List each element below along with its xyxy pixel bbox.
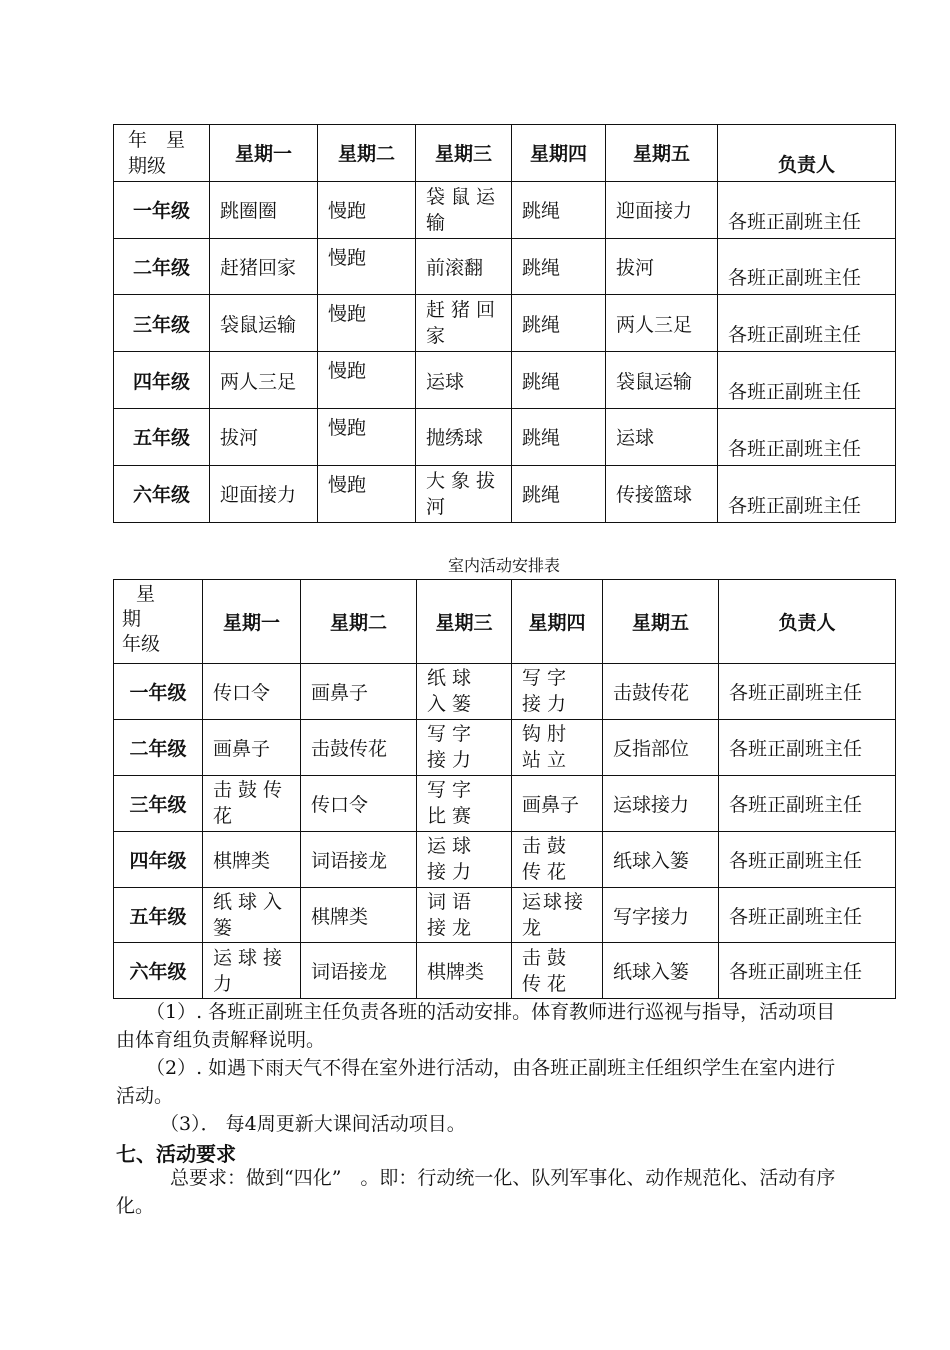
table-header-row — [114, 580, 896, 664]
cell-tue: 慢跑 — [318, 238, 416, 295]
note-1: （1）. 各班正副班主任负责各班的活动安排。体育教师进行巡视与指导，活动项目由体育组负责解释说明。 — [116, 1001, 836, 1051]
table-row — [114, 181, 896, 238]
corner-label-line1: 年 星 — [128, 128, 186, 151]
indoor-table-caption: 室内活动安排表 — [447, 556, 560, 575]
grade-cell: 四年级 — [114, 352, 210, 409]
header-mon: 星期一 — [203, 580, 301, 664]
cell-wed: 写字接力 — [417, 719, 512, 775]
note-2: （2）. 如遇下雨天气不得在室外进行活动，由各班正副班主任组织学生在室内进行活动。 — [116, 1057, 836, 1107]
cell-fri: 击鼓传花 — [603, 664, 719, 720]
cell-wed: 袋鼠运输 — [416, 181, 512, 238]
outdoor-activity-table — [113, 124, 896, 523]
cell-wed: 抛绣球 — [416, 408, 512, 465]
grade-cell: 六年级 — [114, 943, 203, 999]
grade-cell: 四年级 — [114, 831, 203, 887]
table-row — [114, 775, 896, 831]
cell-fri: 拔河 — [606, 238, 718, 295]
cell-thu: 击鼓传花 — [512, 831, 603, 887]
cell-wed: 赶猪回家 — [416, 295, 512, 352]
cell-mon: 拔河 — [210, 408, 318, 465]
cell-owner: 各班正副班主任 — [719, 943, 896, 999]
grade-cell: 五年级 — [114, 408, 210, 465]
corner-label-line3: 年级 — [122, 633, 161, 655]
header-tue: 星期二 — [318, 125, 416, 182]
cell-thu: 跳绳 — [512, 408, 606, 465]
cell-mon: 击鼓传花 — [203, 775, 301, 831]
cell-wed: 大象拔河 — [416, 465, 512, 522]
cell-tue: 慢跑 — [318, 181, 416, 238]
table-row — [114, 719, 896, 775]
header-wed: 星期三 — [416, 125, 512, 182]
cell-tue: 慢跑 — [318, 295, 416, 352]
table-row — [114, 465, 896, 522]
cell-owner: 各班正副班主任 — [718, 295, 896, 352]
cell-owner: 各班正副班主任 — [718, 352, 896, 409]
cell-tue: 慢跑 — [318, 352, 416, 409]
cell-wed: 纸球入篓 — [417, 664, 512, 720]
cell-thu: 跳绳 — [512, 181, 606, 238]
header-wed: 星期三 — [417, 580, 512, 664]
header-tue: 星期二 — [301, 580, 417, 664]
corner-label-line1: 星 — [136, 583, 156, 605]
table-row — [114, 352, 896, 409]
corner-header — [114, 125, 210, 182]
cell-owner: 各班正副班主任 — [718, 238, 896, 295]
grade-cell: 二年级 — [114, 719, 203, 775]
cell-thu: 跳绳 — [512, 465, 606, 522]
cell-mon: 棋牌类 — [203, 831, 301, 887]
grade-cell: 一年级 — [114, 664, 203, 720]
cell-fri: 运球 — [606, 408, 718, 465]
cell-owner: 各班正副班主任 — [718, 408, 896, 465]
cell-tue: 画鼻子 — [301, 664, 417, 720]
cell-tue: 传口令 — [301, 775, 417, 831]
section-heading: 七、活动要求 — [116, 1142, 236, 1166]
cell-fri: 写字接力 — [603, 887, 719, 943]
table-row — [114, 295, 896, 352]
table-row — [114, 408, 896, 465]
header-owner: 负责人 — [719, 580, 896, 664]
cell-mon: 袋鼠运输 — [210, 295, 318, 352]
corner-label-line2: 期 — [122, 608, 142, 630]
cell-mon: 迎面接力 — [210, 465, 318, 522]
cell-thu: 写字接力 — [512, 664, 603, 720]
cell-tue: 慢跑 — [318, 465, 416, 522]
note-3: （3）． 每4周更新大课间活动项目。 — [160, 1113, 466, 1135]
header-mon: 星期一 — [210, 125, 318, 182]
cell-mon: 运球接力 — [203, 943, 301, 999]
corner-label-line2: 期级 — [128, 154, 167, 177]
header-thu: 星期四 — [512, 125, 606, 182]
cell-owner: 各班正副班主任 — [719, 775, 896, 831]
cell-tue: 词语接龙 — [301, 943, 417, 999]
cell-fri: 纸球入篓 — [603, 943, 719, 999]
header-fri: 星期五 — [603, 580, 719, 664]
cell-thu: 运球接龙 — [512, 887, 603, 943]
cell-owner: 各班正副班主任 — [719, 664, 896, 720]
header-owner: 负责人 — [718, 125, 896, 182]
cell-thu: 跳绳 — [512, 295, 606, 352]
cell-mon: 传口令 — [203, 664, 301, 720]
cell-tue: 棋牌类 — [301, 887, 417, 943]
cell-owner: 各班正副班主任 — [718, 465, 896, 522]
table-row — [114, 831, 896, 887]
cell-wed: 运球接力 — [417, 831, 512, 887]
cell-fri: 两人三足 — [606, 295, 718, 352]
cell-thu: 钩肘站立 — [512, 719, 603, 775]
cell-thu: 画鼻子 — [512, 775, 603, 831]
cell-fri: 纸球入篓 — [603, 831, 719, 887]
table-row — [114, 664, 896, 720]
table-row — [114, 238, 896, 295]
indoor-activity-table — [113, 579, 896, 999]
cell-wed: 词语接龙 — [417, 887, 512, 943]
header-thu: 星期四 — [512, 580, 603, 664]
cell-tue: 词语接龙 — [301, 831, 417, 887]
cell-thu: 跳绳 — [512, 352, 606, 409]
corner-header — [114, 580, 203, 664]
table-row — [114, 887, 896, 943]
cell-mon: 两人三足 — [210, 352, 318, 409]
grade-cell: 二年级 — [114, 238, 210, 295]
cell-fri: 迎面接力 — [606, 181, 718, 238]
cell-mon: 画鼻子 — [203, 719, 301, 775]
cell-mon: 赶猪回家 — [210, 238, 318, 295]
cell-wed: 写字比赛 — [417, 775, 512, 831]
cell-thu: 击鼓传花 — [512, 943, 603, 999]
grade-cell: 三年级 — [114, 775, 203, 831]
cell-mon: 纸球入篓 — [203, 887, 301, 943]
cell-fri: 传接篮球 — [606, 465, 718, 522]
grade-cell: 三年级 — [114, 295, 210, 352]
cell-wed: 运球 — [416, 352, 512, 409]
cell-mon: 跳圈圈 — [210, 181, 318, 238]
cell-wed: 前滚翻 — [416, 238, 512, 295]
grade-cell: 六年级 — [114, 465, 210, 522]
cell-owner: 各班正副班主任 — [719, 831, 896, 887]
cell-tue: 慢跑 — [318, 408, 416, 465]
table-row — [114, 943, 896, 999]
cell-tue: 击鼓传花 — [301, 719, 417, 775]
cell-fri: 袋鼠运输 — [606, 352, 718, 409]
cell-fri: 运球接力 — [603, 775, 719, 831]
header-fri: 星期五 — [606, 125, 718, 182]
cell-thu: 跳绳 — [512, 238, 606, 295]
table-header-row — [114, 125, 896, 182]
cell-fri: 反指部位 — [603, 719, 719, 775]
requirement-paragraph: 总要求：做到“四化” 。即：行动统一化、队列军事化、动作规范化、活动有序化。 — [116, 1167, 836, 1217]
cell-owner: 各班正副班主任 — [719, 887, 896, 943]
cell-owner: 各班正副班主任 — [718, 181, 896, 238]
cell-owner: 各班正副班主任 — [719, 719, 896, 775]
cell-wed: 棋牌类 — [417, 943, 512, 999]
grade-cell: 五年级 — [114, 887, 203, 943]
grade-cell: 一年级 — [114, 181, 210, 238]
